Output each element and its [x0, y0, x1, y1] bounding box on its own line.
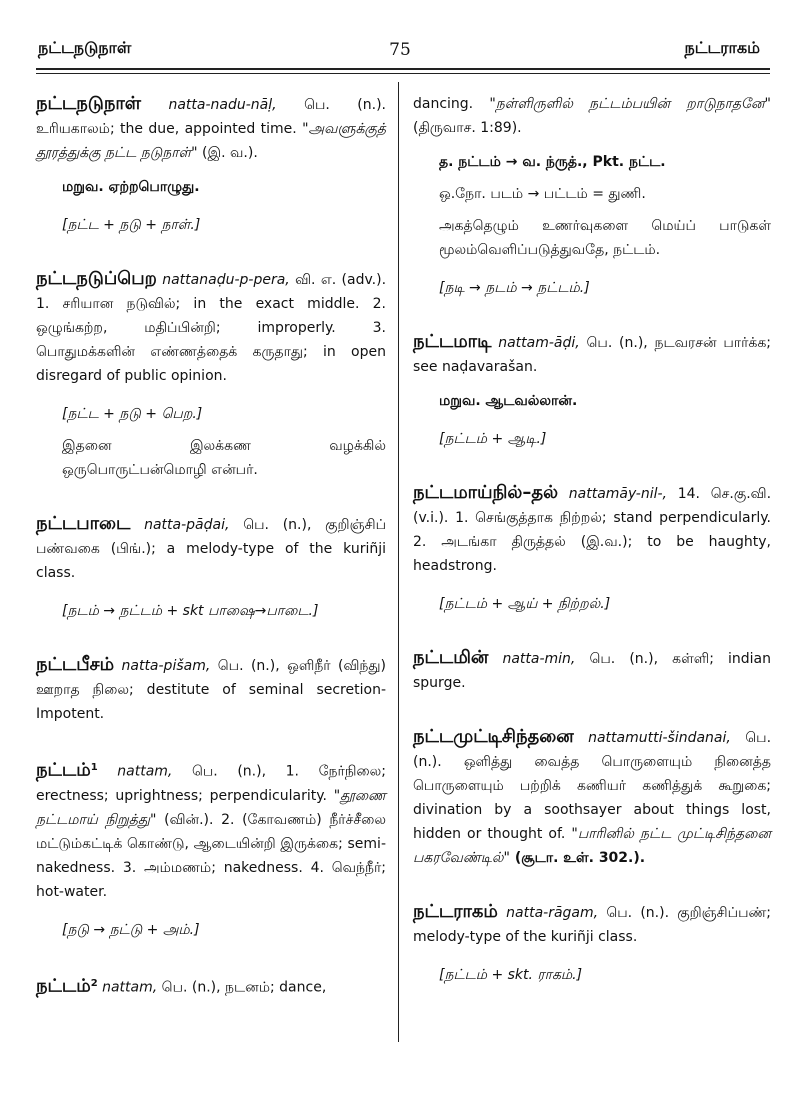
entry-nattapisam — [36, 653, 386, 726]
entry-body — [36, 512, 386, 585]
entry-body — [413, 330, 771, 379]
transliteration: nattamāy-nil-, — [568, 486, 667, 502]
definition: பெ. (n.). உரியகாலம்; the due, appointed time. — [36, 97, 387, 137]
transliteration: natta-nadu-nāḷ, — [168, 97, 277, 113]
definition: செ.கு.வி. (v.i.). 1. செங்குத்தாக நிற்றல்; stand perpendicularly. 2. அடங்கா திருத்தல் (இ.வ.); to be haughty, headstrong. — [413, 486, 772, 574]
headword: நட்டம் — [36, 759, 91, 781]
homograph-number: 2 — [90, 977, 98, 989]
entry-body — [36, 267, 386, 388]
transliteration: natta-pāḍai, — [144, 517, 230, 533]
definition: பெ. (n.), நடவரசன் பார்க்க; see naḍavarašan. — [413, 335, 772, 375]
synonym: மறுவ. ஆடவல்லான். — [439, 393, 578, 409]
entry-nattamin — [413, 646, 771, 695]
quotation: "அவளுக்குத் தூரத்துக்கு நட்ட நடுநாள்" — [36, 121, 386, 161]
headword: நட்டராகம் — [413, 901, 498, 922]
citation: (சூடா. உள். 302.). — [509, 850, 646, 866]
entry-nattamuttisindanai — [413, 725, 771, 870]
entry-nattanadunal — [36, 92, 386, 237]
entry-nattamadi — [413, 330, 771, 451]
synonym: மறுவ. ஏற்றபொழுது. — [62, 179, 200, 195]
headword: நட்டநடுநாள் — [36, 93, 142, 114]
etymology: [நட்டம் + ஆய் + நிற்றல்.] — [439, 596, 611, 612]
entry-nattaragam — [413, 900, 771, 987]
etymology: [நட்ட + நடு + நாள்.] — [62, 217, 201, 233]
definition: பெ. (n.), குறிஞ்சிப் பண்வகை (பிங்.); a melody-type of the kuriñji class. — [36, 517, 386, 581]
headword: நட்டமாய்நில்–தல் — [413, 482, 559, 503]
transliteration: natta-rāgam, — [506, 905, 599, 921]
definition: பெ. (n.). ஒளித்து வைத்த பொருளையும் நினைத்த பொருளையும் பற்றிக் கணியர் கணித்துக் கூறுகை; divination by a soothsayer about things lost, hidden or thought of. — [413, 730, 772, 842]
usage-note: இதனை இலக்கண வழக்கில் ஒருபொருட்பன்மொழி என்பர். — [62, 438, 386, 478]
entry-body — [36, 653, 386, 726]
entry-body — [413, 646, 771, 695]
right-column — [413, 92, 771, 1017]
transliteration: nattam, — [102, 979, 158, 996]
transliteration: natta-min, — [502, 651, 576, 667]
etymology: [நடி → நடம் → நட்டம்.] — [439, 280, 590, 296]
entry-body — [36, 756, 386, 904]
left-column — [36, 92, 386, 1029]
page-number: 75 — [389, 40, 411, 60]
etymology: [நட்டம் + ஆடி.] — [439, 431, 547, 447]
header-rule-thin — [36, 73, 770, 74]
transliteration: nattamutti-šindanai, — [588, 730, 731, 746]
cognate-note: த. நட்டம் → வ. ந்ருத்., Pkt. நட்ட. — [439, 154, 666, 170]
headword: நட்டபாடை — [36, 513, 131, 534]
homograph-number: 1 — [90, 762, 98, 773]
column-divider — [398, 82, 399, 1042]
verb-class-number: 14. — [677, 486, 700, 502]
usage-note: அகத்தெழும் உணர்வுகளை மெய்ப் பாடுகள் மூலம்வெளிப்படுத்துவதே, நட்டம். — [439, 218, 771, 258]
entry-nattapadai — [36, 512, 386, 623]
headword: நட்டநடுப்பெற — [36, 268, 157, 289]
compare-note: ஒ.நோ. படம் → பட்டம் = துணி. — [439, 186, 646, 202]
entry-nattam-2-continued — [413, 92, 771, 300]
citation: (இ. வ.). — [197, 145, 258, 161]
transliteration: natta-pišam, — [121, 658, 211, 674]
quotation: "நள்ளிருளில் நட்டம்பயின் றாடுநாதனே" — [489, 96, 771, 112]
running-head-left: நட்டநடுநாள் — [38, 38, 132, 57]
etymology: [நடு → நட்டு + அம்.] — [62, 921, 200, 938]
headword: நட்டமுட்டிசிந்தனை — [413, 726, 574, 747]
entry-nattam-1 — [36, 756, 386, 942]
header-rule — [36, 68, 770, 70]
headword: நட்டம் — [36, 975, 91, 997]
definition: dancing. — [413, 96, 490, 112]
entry-body — [413, 92, 771, 140]
running-head-right: நட்டராகம் — [684, 38, 760, 57]
headword: நட்டபீசம் — [36, 654, 115, 675]
definition: பெ. (n.), கள்ளி; indian spurge. — [413, 651, 771, 691]
etymology: [நட்டம் + skt. ராகம்.] — [439, 967, 583, 983]
etymology: [நடம் → நட்டம் + skt பாஷை→பாடை.] — [62, 603, 319, 619]
citation: (திருவாச. 1:89). — [413, 120, 522, 136]
quotation: "தூணை நட்டமாய் நிறுத்து" — [36, 787, 386, 828]
transliteration: nattam, — [117, 763, 173, 780]
entry-body — [36, 972, 386, 1000]
headword: நட்டமின் — [413, 647, 489, 668]
definition: பெ. (n.). குறிஞ்சிப்பண்; melody-type of the kuriñji class. — [413, 905, 772, 945]
definition: பெ. (n.), 1. நேர்நிலை; erectness; uprightness; perpendicularity. — [36, 763, 387, 804]
entry-body — [413, 481, 771, 578]
headword: நட்டமாடி — [413, 331, 492, 352]
definition-continued: (வின்.). 2. (கோவணம்) நீர்ச்சீலை மட்டும்கட்டிக் கொண்டு, ஆடையின்றி இருக்கை; semi-nakedness. 3. அம்மணம்; nakedness. 4. வெந்நீர்; hot-water. — [36, 811, 386, 900]
transliteration: nattam-āḍi, — [498, 335, 580, 351]
definition: பெ. (n.), ஒளிநீர் (விந்து) ஊறாத நிலை; destitute of seminal secretion-Impotent. — [36, 658, 387, 722]
entry-body — [36, 92, 386, 165]
definition: வி. எ. (adv.). 1. சரியான நடுவில்; in the exact middle. 2. ஒழுங்கற்ற, மதிப்பின்றி; improperly. 3. பொதுமக்களின் எண்ணத்தைக் கருதாது; in open disregard of public opinion. — [36, 272, 387, 384]
definition: பெ. (n.), நடனம்; dance, — [161, 979, 327, 996]
entry-body — [413, 725, 771, 870]
entry-body — [413, 900, 771, 949]
entry-nattamaynil — [413, 481, 771, 616]
transliteration: nattanaḍu-p-pera, — [162, 272, 290, 288]
quotation: "பாரினில் நட்ட முட்டிசிந்தனை பகரவேண்டில்" — [413, 826, 772, 866]
entry-nattam-2 — [36, 972, 386, 1000]
entry-nattanadupera — [36, 267, 386, 482]
etymology: [நட்ட + நடு + பெற.] — [62, 406, 203, 422]
